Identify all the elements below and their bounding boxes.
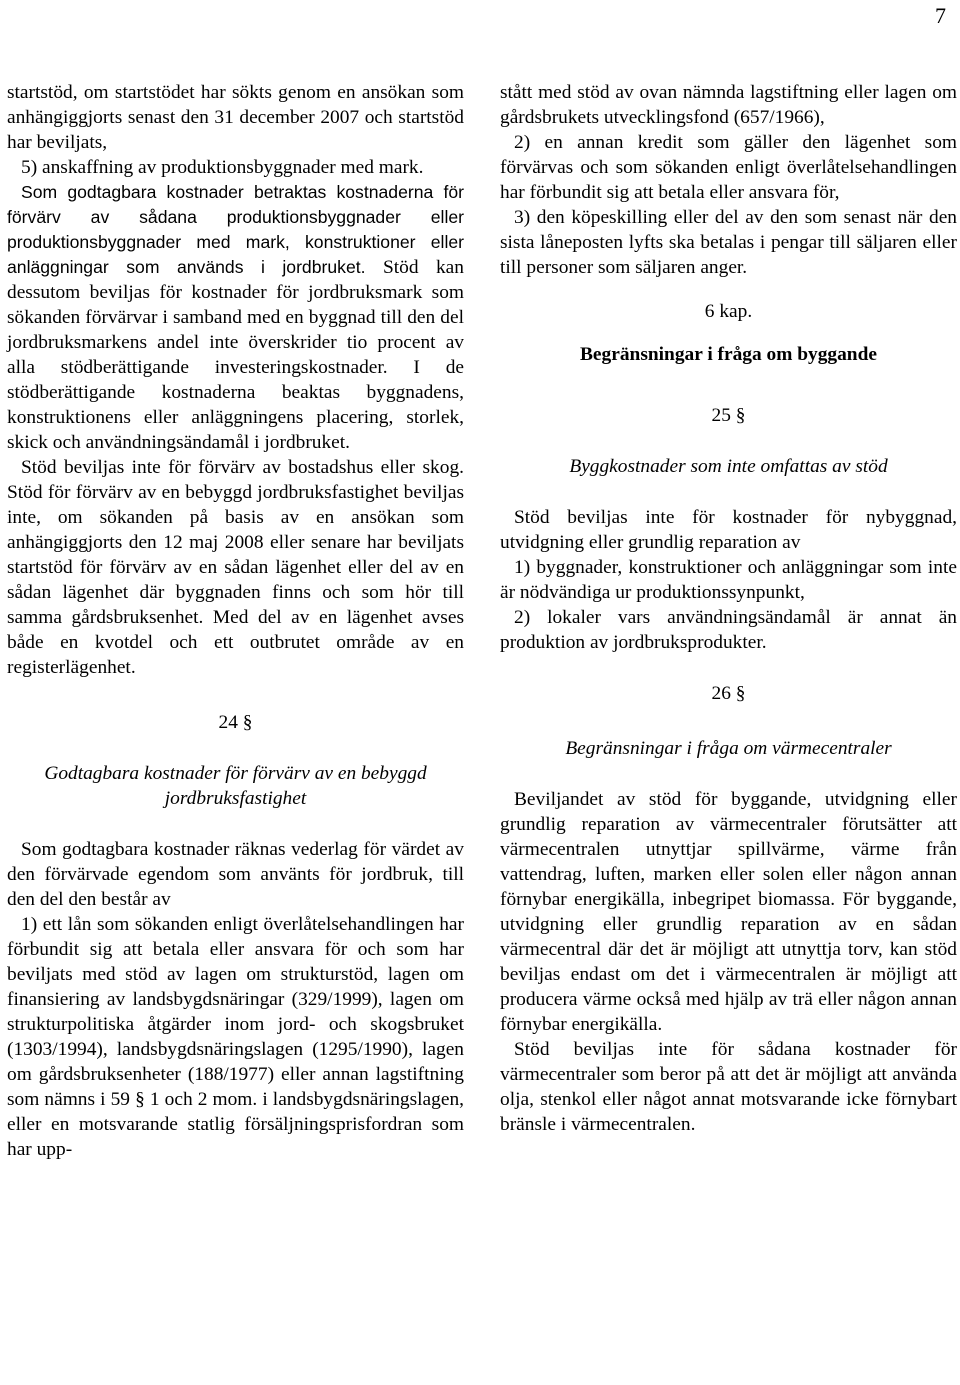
list-item: 3) den köpeskilling eller del av den som senast när den sista låneposten lyfts ska betalas i pengar till säljaren eller till personer som säljaren anger. xyxy=(500,207,957,278)
list-item: 1) byggnader, konstruktioner och anläggningar som inte är nödvändiga ur produktionssynpunkt, xyxy=(500,557,957,603)
list-item: 5) anskaffning av produktionsbyggnader med mark. xyxy=(21,157,424,178)
paragraph: startstöd, om startstödet har sökts genom en ansökan som anhängiggjorts senast den 31 december 2007 och startstöd har beviljats, xyxy=(7,82,464,153)
section-title: Byggkostnader som inte omfattas av stöd xyxy=(569,456,888,477)
paragraph-serif-part: Stöd kan dessutom beviljas för kostnader för jordbruksmark som sökanden förvärvar i samband med en byggnad till den del jordbruksmarkens andel inte överskrider tio procent av alla stödberättigande investeringskostnader. I de stödberättigande kostnaderna beaktas byggnadens, konstruktionens eller anläggningens placering, storlek, skick och användningsändamål i jordbruket. xyxy=(7,257,464,453)
list-item: 2) en annan kredit som gäller den lägenhet som förvärvas och som sökanden enligt överlåtelsehandlingen har förbundit sig att betala eller ansvara för, xyxy=(500,132,957,203)
section-number: 26 § xyxy=(711,683,746,704)
chapter-number: 6 kap. xyxy=(704,301,753,322)
section-title: Godtagbara kostnader för förvärv av en bebyggd jordbruksfastighet xyxy=(44,763,427,809)
paragraph: Som godtagbara kostnader räknas vederlag för värdet av den förvärvade egendom som använts för jordbruk, till den del den består av xyxy=(7,839,464,910)
chapter-title: Begränsningar i fråga om byggande xyxy=(580,344,877,365)
paragraph: stått med stöd av ovan nämnda lagstiftning eller lagen om gårdsbrukets utvecklingsfond (657/1966), xyxy=(500,82,957,128)
right-column xyxy=(500,80,957,1137)
paragraph: Stöd beviljas inte för sådana kostnader för värmecentraler som beror på att det är möjligt att använda olja, stenkol eller något annat motsvarande icke förnybart bränsle i värmecentralen. xyxy=(500,1039,957,1135)
paragraph: Beviljandet av stöd för byggande, utvidgning eller grundlig reparation av värmecentraler förutsätter att värmecentralen utnyttjar spillvärme, värme från vattendrag, luften, marken eller solen eller någon annan förnybar energikälla, inbegripet biomassa. För byggande, utvidgning eller grundlig reparation av en sådan värmecentral där det är möjligt att utnyttja torv, kan stöd beviljas endast om det i värmecentralen är möjligt att producera värme också med hjälp av trä eller någon annan förnybar energikälla. xyxy=(500,789,957,1035)
paragraph xyxy=(7,180,464,455)
section-number: 24 § xyxy=(218,712,253,733)
left-column xyxy=(7,80,464,1162)
section-title: Begränsningar i fråga om värmecentraler xyxy=(565,738,892,759)
paragraph-sans-part: Som godtagbara kostnader betraktas kostnaderna för förvärv av sådana produktionsbyggnader eller produktionsbyggnader med mark, konstruktioner eller anläggningar som används i jordbruket. xyxy=(7,182,464,277)
paragraph: Stöd beviljas inte för förvärv av bostadshus eller skog. Stöd för förvärv av en bebyggd jordbruksfastighet beviljas inte, om sökanden på basis av en ansökan som anhängiggjorts den 12 maj 2008 eller senare har beviljats startstöd för förvärv av en sådan lägenhet eller del av en sådan lägenhet där byggnaden finns och som hör till samma gårdsbruksenhet. Med del av en lägenhet avses både en kvotdel och ett outbrutet område av en registerlägenhet. xyxy=(7,457,464,678)
list-item: 2) lokaler vars användningsändamål är annat än produktion av jordbruksprodukter. xyxy=(500,607,957,653)
paragraph: Stöd beviljas inte för kostnader för nybyggnad, utvidgning eller grundlig reparation av xyxy=(500,507,957,553)
page-number: 7 xyxy=(935,3,946,28)
section-number: 25 § xyxy=(711,405,746,426)
list-item: 1) ett lån som sökanden enligt överlåtelsehandlingen har förbundit sig att betala eller ansvara för och som har beviljats med stöd av lagen om strukturstöd, lagen om finansiering av landsbygdsnäringar (329/1999), lagen om strukturpolitiska åtgärder inom jord- och skogsbruket (1303/1994), landsbygdsnäringslagen (1295/1990), lagen om gårdsbruksenheter (188/1977) eller annan lagstiftning som nämns i 59 § 1 och 2 mom. i landsbygdsnäringslagen, eller en motsvarande statlig försäljningsprisfordran som har upp- xyxy=(7,914,464,1160)
